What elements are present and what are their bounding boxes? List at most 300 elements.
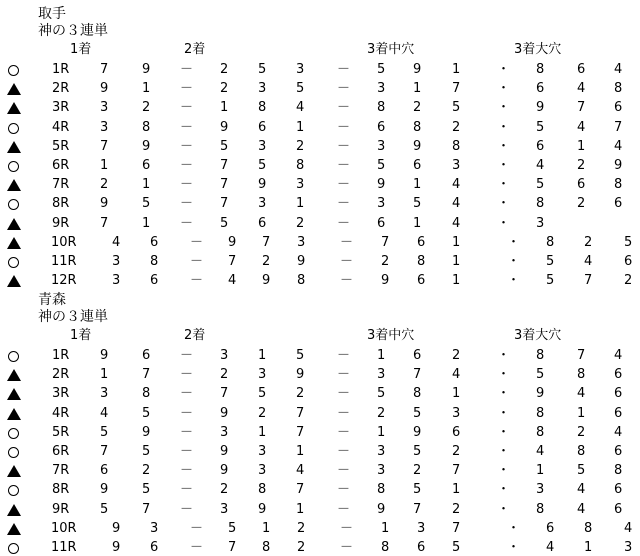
- third-big-pick: 7: [577, 348, 586, 363]
- triangle-mark-icon: [7, 237, 21, 249]
- dot-separator: ・: [497, 177, 511, 193]
- third-big-pick: 4: [536, 158, 545, 173]
- dash-separator: －: [180, 215, 194, 231]
- third-mid-pick: 9: [413, 62, 422, 77]
- first-place-pick: 9: [100, 196, 109, 212]
- second-place-pick: 4: [228, 273, 237, 289]
- dash-separator: －: [337, 348, 351, 363]
- first-place-pick: 1: [100, 158, 109, 173]
- circle-mark-icon: [8, 485, 19, 496]
- race-number: 5R: [52, 424, 70, 440]
- third-mid-pick: 1: [452, 254, 461, 269]
- triangle-mark-icon: [7, 523, 21, 535]
- dash-separator: －: [340, 520, 354, 536]
- third-mid-pick: 3: [377, 81, 386, 97]
- circle-mark-icon: [8, 351, 19, 362]
- circle-mark-icon: [8, 161, 19, 172]
- race-number: 11R: [51, 254, 77, 269]
- race-number: 7R: [52, 177, 70, 193]
- third-mid-pick: 8: [381, 540, 390, 555]
- race-number: 9R: [52, 215, 70, 231]
- third-big-pick: 6: [614, 196, 623, 212]
- dash-separator: －: [337, 138, 351, 154]
- triangle-mark-icon: [7, 465, 21, 477]
- first-place-pick: 8: [150, 254, 159, 269]
- third-big-pick: 8: [546, 234, 555, 250]
- third-mid-pick: 3: [417, 520, 426, 536]
- second-place-pick: 1: [296, 501, 305, 517]
- third-mid-pick: 5: [377, 62, 386, 77]
- second-place-pick: 7: [220, 177, 229, 193]
- second-place-pick: 7: [220, 158, 229, 173]
- second-place-pick: 3: [258, 196, 267, 212]
- third-big-pick: 6: [536, 138, 545, 154]
- third-big-pick: 8: [536, 501, 545, 517]
- dash-separator: －: [340, 540, 354, 555]
- second-place-pick: 5: [258, 386, 267, 402]
- column-header: 3着中穴: [367, 42, 415, 57]
- third-big-pick: 1: [584, 540, 593, 555]
- second-place-pick: 3: [258, 138, 267, 154]
- first-place-pick: 2: [100, 177, 109, 193]
- dash-separator: －: [180, 81, 194, 97]
- first-place-pick: 5: [100, 501, 109, 517]
- dash-separator: －: [180, 367, 194, 383]
- third-mid-pick: 9: [377, 177, 386, 193]
- third-mid-pick: 1: [377, 424, 386, 440]
- dot-separator: ・: [497, 424, 511, 440]
- dash-separator: －: [180, 444, 194, 459]
- third-big-pick: 5: [624, 234, 633, 250]
- first-place-pick: 9: [112, 540, 121, 555]
- third-mid-pick: 7: [413, 501, 422, 517]
- dot-separator: ・: [497, 463, 511, 479]
- first-place-pick: 7: [142, 501, 151, 517]
- second-place-pick: 5: [258, 158, 267, 173]
- second-place-pick: 2: [220, 62, 229, 77]
- first-place-pick: 4: [100, 405, 109, 421]
- dash-separator: －: [337, 424, 351, 440]
- third-mid-pick: 5: [413, 444, 422, 459]
- third-big-pick: 6: [614, 367, 623, 383]
- third-big-pick: 8: [536, 405, 545, 421]
- second-place-pick: 1: [258, 348, 267, 363]
- dot-separator: ・: [497, 81, 511, 97]
- third-mid-pick: 2: [377, 405, 386, 421]
- second-place-pick: 9: [220, 444, 229, 459]
- dot-separator: ・: [497, 348, 511, 363]
- third-mid-pick: 8: [377, 100, 386, 116]
- second-place-pick: 2: [297, 520, 306, 536]
- dot-separator: ・: [497, 405, 511, 421]
- third-big-pick: 2: [577, 424, 586, 440]
- first-place-pick: 6: [150, 273, 159, 289]
- third-mid-pick: 1: [377, 348, 386, 363]
- first-place-pick: 9: [142, 138, 151, 154]
- circle-mark-icon: [8, 543, 19, 554]
- second-place-pick: 3: [258, 81, 267, 97]
- second-place-pick: 3: [258, 367, 267, 383]
- third-mid-pick: 4: [452, 177, 461, 193]
- third-big-pick: 6: [536, 81, 545, 97]
- third-big-pick: 4: [577, 81, 586, 97]
- third-big-pick: 6: [614, 100, 623, 116]
- first-place-pick: 1: [100, 367, 109, 383]
- second-place-pick: 7: [220, 386, 229, 402]
- third-big-pick: 2: [577, 196, 586, 212]
- circle-mark-icon: [8, 65, 19, 76]
- first-place-pick: 1: [142, 81, 151, 97]
- third-mid-pick: 8: [417, 254, 426, 269]
- third-mid-pick: 3: [452, 405, 461, 421]
- third-mid-pick: 8: [452, 138, 461, 154]
- first-place-pick: 9: [100, 81, 109, 97]
- third-big-pick: 6: [614, 501, 623, 517]
- third-big-pick: 8: [577, 367, 586, 383]
- third-mid-pick: 1: [452, 234, 461, 250]
- third-mid-pick: 5: [413, 405, 422, 421]
- dash-separator: －: [337, 196, 351, 212]
- second-place-pick: 3: [296, 177, 305, 193]
- race-number: 2R: [52, 367, 70, 383]
- third-big-pick: 6: [624, 254, 633, 269]
- second-place-pick: 9: [258, 177, 267, 193]
- dash-separator: －: [190, 234, 204, 250]
- race-number: 9R: [52, 501, 70, 517]
- third-big-pick: 4: [577, 482, 586, 498]
- third-big-pick: 5: [536, 367, 545, 383]
- second-place-pick: 2: [296, 386, 305, 402]
- triangle-mark-icon: [7, 369, 21, 381]
- second-place-pick: 9: [220, 405, 229, 421]
- dash-separator: －: [180, 386, 194, 402]
- column-header: 2着: [184, 328, 206, 343]
- second-place-pick: 6: [258, 119, 267, 135]
- first-place-pick: 5: [142, 405, 151, 421]
- third-big-pick: 8: [584, 520, 593, 536]
- second-place-pick: 6: [258, 215, 267, 231]
- third-big-pick: 7: [584, 273, 593, 289]
- circle-mark-icon: [8, 123, 19, 134]
- second-place-pick: 1: [296, 119, 305, 135]
- first-place-pick: 8: [142, 386, 151, 402]
- column-header: 2着: [184, 42, 206, 57]
- third-mid-pick: 3: [377, 196, 386, 212]
- third-mid-pick: 7: [381, 234, 390, 250]
- dash-separator: －: [337, 482, 351, 498]
- third-big-pick: 6: [614, 482, 623, 498]
- second-place-pick: 8: [262, 540, 271, 555]
- second-place-pick: 1: [220, 100, 229, 116]
- dash-separator: －: [190, 540, 204, 555]
- third-mid-pick: 2: [452, 119, 461, 135]
- third-mid-pick: 1: [452, 62, 461, 77]
- dash-separator: －: [180, 119, 194, 135]
- race-number: 6R: [52, 444, 70, 459]
- first-place-pick: 9: [142, 424, 151, 440]
- circle-mark-icon: [8, 199, 19, 210]
- third-big-pick: 7: [577, 100, 586, 116]
- third-big-pick: 8: [614, 81, 623, 97]
- dash-separator: －: [337, 62, 351, 77]
- third-big-pick: 4: [546, 540, 555, 555]
- third-mid-pick: 7: [413, 367, 422, 383]
- dot-separator: ・: [497, 482, 511, 498]
- second-place-pick: 8: [297, 273, 306, 289]
- dash-separator: －: [340, 234, 354, 250]
- third-mid-pick: 2: [413, 100, 422, 116]
- second-place-pick: 5: [258, 62, 267, 77]
- second-place-pick: 9: [262, 273, 271, 289]
- third-big-pick: 4: [584, 254, 593, 269]
- third-mid-pick: 6: [377, 215, 386, 231]
- third-mid-pick: 3: [377, 444, 386, 459]
- dot-separator: ・: [497, 138, 511, 154]
- triangle-mark-icon: [7, 504, 21, 516]
- dash-separator: －: [337, 463, 351, 479]
- third-big-pick: 4: [614, 62, 623, 77]
- second-place-pick: 9: [220, 119, 229, 135]
- race-number: 11R: [51, 540, 77, 555]
- column-header: 1着: [70, 328, 92, 343]
- triangle-mark-icon: [7, 83, 21, 95]
- dash-separator: －: [337, 158, 351, 173]
- second-place-pick: 2: [220, 367, 229, 383]
- dash-separator: －: [337, 215, 351, 231]
- first-place-pick: 5: [142, 482, 151, 498]
- third-big-pick: 4: [536, 444, 545, 459]
- third-mid-pick: 8: [413, 386, 422, 402]
- dash-separator: －: [180, 138, 194, 154]
- third-mid-pick: 1: [413, 81, 422, 97]
- dash-separator: －: [337, 444, 351, 459]
- third-big-pick: 4: [624, 520, 633, 536]
- third-mid-pick: 5: [413, 482, 422, 498]
- dash-separator: －: [337, 386, 351, 402]
- dash-separator: －: [337, 177, 351, 193]
- dot-separator: ・: [497, 386, 511, 402]
- third-big-pick: 4: [577, 119, 586, 135]
- second-place-pick: 3: [220, 424, 229, 440]
- third-mid-pick: 9: [381, 273, 390, 289]
- race-number: 1R: [52, 348, 70, 363]
- third-big-pick: 8: [614, 463, 623, 479]
- third-big-pick: 8: [577, 444, 586, 459]
- dash-separator: －: [180, 482, 194, 498]
- venue-title: 取手: [38, 6, 66, 22]
- dash-separator: －: [180, 424, 194, 440]
- second-place-pick: 4: [296, 463, 305, 479]
- third-mid-pick: 3: [377, 367, 386, 383]
- third-mid-pick: 1: [452, 386, 461, 402]
- second-place-pick: 1: [262, 520, 271, 536]
- dash-separator: －: [190, 273, 204, 289]
- dot-separator: ・: [497, 100, 511, 116]
- third-mid-pick: 6: [452, 424, 461, 440]
- third-mid-pick: 6: [413, 158, 422, 173]
- dash-separator: －: [340, 273, 354, 289]
- circle-mark-icon: [8, 428, 19, 439]
- third-mid-pick: 7: [452, 81, 461, 97]
- first-place-pick: 3: [112, 254, 121, 269]
- first-place-pick: 1: [142, 177, 151, 193]
- second-place-pick: 3: [296, 62, 305, 77]
- second-place-pick: 2: [296, 215, 305, 231]
- first-place-pick: 7: [100, 138, 109, 154]
- dash-separator: －: [337, 119, 351, 135]
- dot-separator: ・: [507, 234, 521, 250]
- race-number: 8R: [52, 482, 70, 498]
- third-big-pick: 5: [546, 273, 555, 289]
- third-big-pick: 1: [536, 463, 545, 479]
- dot-separator: ・: [507, 254, 521, 269]
- first-place-pick: 3: [100, 100, 109, 116]
- dash-separator: －: [180, 100, 194, 116]
- third-mid-pick: 1: [413, 177, 422, 193]
- third-mid-pick: 3: [452, 158, 461, 173]
- third-big-pick: 5: [536, 177, 545, 193]
- third-mid-pick: 9: [413, 424, 422, 440]
- dash-separator: －: [180, 405, 194, 421]
- second-place-pick: 3: [220, 501, 229, 517]
- third-mid-pick: 4: [452, 367, 461, 383]
- first-place-pick: 6: [142, 348, 151, 363]
- triangle-mark-icon: [7, 102, 21, 114]
- second-place-pick: 9: [297, 254, 306, 269]
- dot-separator: ・: [497, 119, 511, 135]
- dash-separator: －: [337, 81, 351, 97]
- third-mid-pick: 3: [377, 463, 386, 479]
- third-mid-pick: 1: [381, 520, 390, 536]
- second-place-pick: 2: [258, 405, 267, 421]
- dot-separator: ・: [497, 444, 511, 459]
- third-big-pick: 5: [536, 119, 545, 135]
- dash-separator: －: [337, 100, 351, 116]
- second-place-pick: 9: [220, 463, 229, 479]
- third-mid-pick: 4: [452, 215, 461, 231]
- third-mid-pick: 5: [413, 196, 422, 212]
- second-place-pick: 7: [220, 196, 229, 212]
- third-big-pick: 4: [614, 348, 623, 363]
- third-big-pick: 8: [614, 177, 623, 193]
- dash-separator: －: [180, 196, 194, 212]
- third-mid-pick: 7: [452, 520, 461, 536]
- second-place-pick: 7: [228, 254, 237, 269]
- dash-separator: －: [190, 520, 204, 536]
- column-header: 3着大穴: [514, 328, 562, 343]
- race-number: 6R: [52, 158, 70, 173]
- race-number: 3R: [52, 386, 70, 402]
- second-place-pick: 7: [262, 234, 271, 250]
- first-place-pick: 7: [142, 367, 151, 383]
- dot-separator: ・: [497, 158, 511, 173]
- third-mid-pick: 6: [377, 119, 386, 135]
- second-place-pick: 3: [258, 444, 267, 459]
- third-big-pick: 3: [624, 540, 633, 555]
- venue-title: 青森: [38, 292, 66, 308]
- column-header: 3着中穴: [367, 328, 415, 343]
- third-big-pick: 6: [577, 62, 586, 77]
- third-mid-pick: 9: [413, 138, 422, 154]
- race-number: 2R: [52, 81, 70, 97]
- dot-separator: ・: [507, 540, 521, 555]
- dash-separator: －: [180, 501, 194, 517]
- second-place-pick: 8: [258, 482, 267, 498]
- first-place-pick: 3: [100, 386, 109, 402]
- triangle-mark-icon: [7, 141, 21, 153]
- dot-separator: ・: [507, 273, 521, 289]
- first-place-pick: 9: [142, 62, 151, 77]
- dash-separator: －: [340, 254, 354, 269]
- third-big-pick: 9: [614, 158, 623, 173]
- third-big-pick: 4: [577, 386, 586, 402]
- third-big-pick: 4: [614, 138, 623, 154]
- race-number: 1R: [52, 62, 70, 77]
- triangle-mark-icon: [7, 218, 21, 230]
- second-place-pick: 5: [296, 81, 305, 97]
- dash-separator: －: [180, 463, 194, 479]
- first-place-pick: 1: [142, 215, 151, 231]
- third-mid-pick: 8: [413, 119, 422, 135]
- third-big-pick: 2: [584, 234, 593, 250]
- triangle-mark-icon: [7, 179, 21, 191]
- second-place-pick: 9: [296, 367, 305, 383]
- third-mid-pick: 2: [413, 463, 422, 479]
- third-big-pick: 2: [577, 158, 586, 173]
- dot-separator: ・: [507, 520, 521, 536]
- first-place-pick: 7: [100, 444, 109, 459]
- first-place-pick: 4: [112, 234, 121, 250]
- third-mid-pick: 6: [417, 540, 426, 555]
- triangle-mark-icon: [7, 388, 21, 400]
- third-big-pick: 6: [614, 405, 623, 421]
- circle-mark-icon: [8, 447, 19, 458]
- first-place-pick: 9: [100, 482, 109, 498]
- second-place-pick: 7: [228, 540, 237, 555]
- first-place-pick: 9: [112, 520, 121, 536]
- third-big-pick: 6: [614, 386, 623, 402]
- first-place-pick: 9: [100, 348, 109, 363]
- third-mid-pick: 2: [381, 254, 390, 269]
- second-place-pick: 3: [258, 463, 267, 479]
- third-mid-pick: 5: [377, 158, 386, 173]
- third-mid-pick: 8: [377, 482, 386, 498]
- first-place-pick: 8: [142, 119, 151, 135]
- third-mid-pick: 2: [452, 444, 461, 459]
- first-place-pick: 7: [100, 215, 109, 231]
- dash-separator: －: [180, 158, 194, 173]
- second-place-pick: 7: [296, 405, 305, 421]
- section-subtitle: 神の３連単: [38, 309, 108, 325]
- column-header: 3着大穴: [514, 42, 562, 57]
- second-place-pick: 7: [296, 482, 305, 498]
- dash-separator: －: [337, 405, 351, 421]
- third-mid-pick: 4: [452, 196, 461, 212]
- first-place-pick: 7: [100, 62, 109, 77]
- third-mid-pick: 6: [417, 234, 426, 250]
- dot-separator: ・: [497, 196, 511, 212]
- dash-separator: －: [180, 348, 194, 363]
- third-big-pick: 8: [536, 196, 545, 212]
- second-place-pick: 3: [220, 348, 229, 363]
- second-place-pick: 8: [258, 100, 267, 116]
- dash-separator: －: [337, 367, 351, 383]
- third-big-pick: 1: [577, 405, 586, 421]
- dot-separator: ・: [497, 501, 511, 517]
- second-place-pick: 1: [258, 424, 267, 440]
- race-number: 4R: [52, 405, 70, 421]
- first-place-pick: 3: [150, 520, 159, 536]
